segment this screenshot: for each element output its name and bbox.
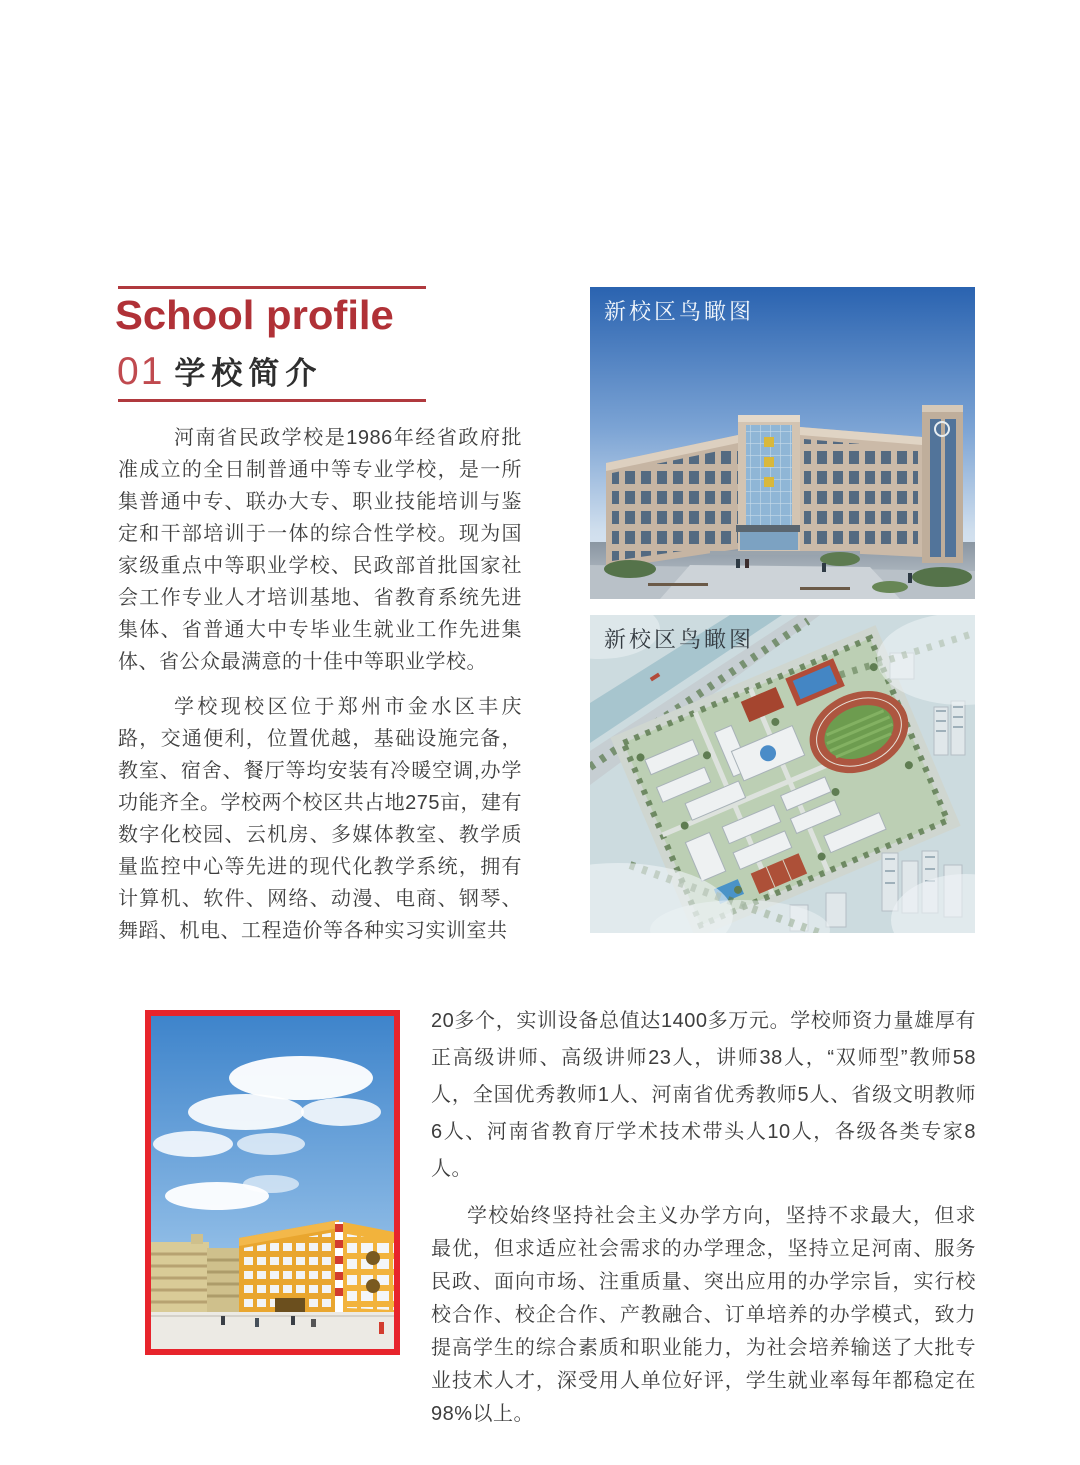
bottom-paragraph-2: 学校始终坚持社会主义办学方向，坚持不求最大，但求最优，但求适应社会需求的办学理念，坚持立足河南、服务民政、面向市场、注重质量、突出应用的办学宗旨，实行校校合作、校企合作、产教融合、订单培养的办学模式，致力提高学生的综合素质和职业能力，为社会培养输送了大批专业技术人才，深受用人单位好评，学生就业率每年都稳定在98%以上。 (431, 1205, 976, 1425)
image-caption: 新校区鸟瞰图 (604, 627, 755, 652)
section-number: 01 (117, 350, 165, 393)
campus-aerial-rendering-image (590, 615, 975, 933)
campus-photo-image (145, 1010, 400, 1355)
page-title-english: School profile (115, 292, 394, 338)
campus-photo-illustration (151, 1016, 394, 1349)
page-title-chinese: 学校简介 (174, 356, 323, 391)
image-caption: 新校区鸟瞰图 (604, 299, 755, 324)
header-bottom-rule (118, 399, 426, 402)
campus-front-rendering-image (590, 287, 975, 599)
intro-paragraph-2: 学校现校区位于郑州市金水区丰庆路，交通便利，位置优越，基础设施完备，教室、宿舍、餐厅等均安装有冷暖空调,办学功能齐全。学校两个校区共占地275亩，建有数字化校园、云机房、多媒体教室、教学质量监控中心等先进的现代化教学系统，拥有计算机、软件、网络、动漫、电商、钢琴、舞蹈、机电、工程造价等各种实习实训室共 (118, 696, 522, 942)
bottom-text-column (431, 1003, 976, 1431)
campus-building-illustration (590, 287, 975, 599)
intro-paragraph-1: 河南省民政学校是1986年经省政府批准成立的全日制普通中等专业学校，是一所集普通中专、联办大专、职业技能培训与鉴定和干部培训于一体的综合性学校。现为国家级重点中等职业学校、民政部首批国家社会工作专业人才培训基地、省教育系统先进集体、省普通大中专毕业生就业工作先进集体、省公众最满意的十佳中等职业学校。 (118, 427, 522, 673)
header-top-rule (118, 286, 426, 289)
intro-text-column (118, 422, 522, 947)
campus-aerial-illustration (590, 615, 975, 933)
page-subtitle (117, 348, 322, 394)
bottom-paragraph-1: 20多个，实训设备总值达1400多万元。学校师资力量雄厚有正高级讲师、高级讲师23人，讲师38人，“双师型”教师58人，全国优秀教师1人、河南省优秀教师5人、省级文明教师6人、河南省教育厅学术技术带头人10人，各级各类专家8人。 (431, 1010, 976, 1180)
